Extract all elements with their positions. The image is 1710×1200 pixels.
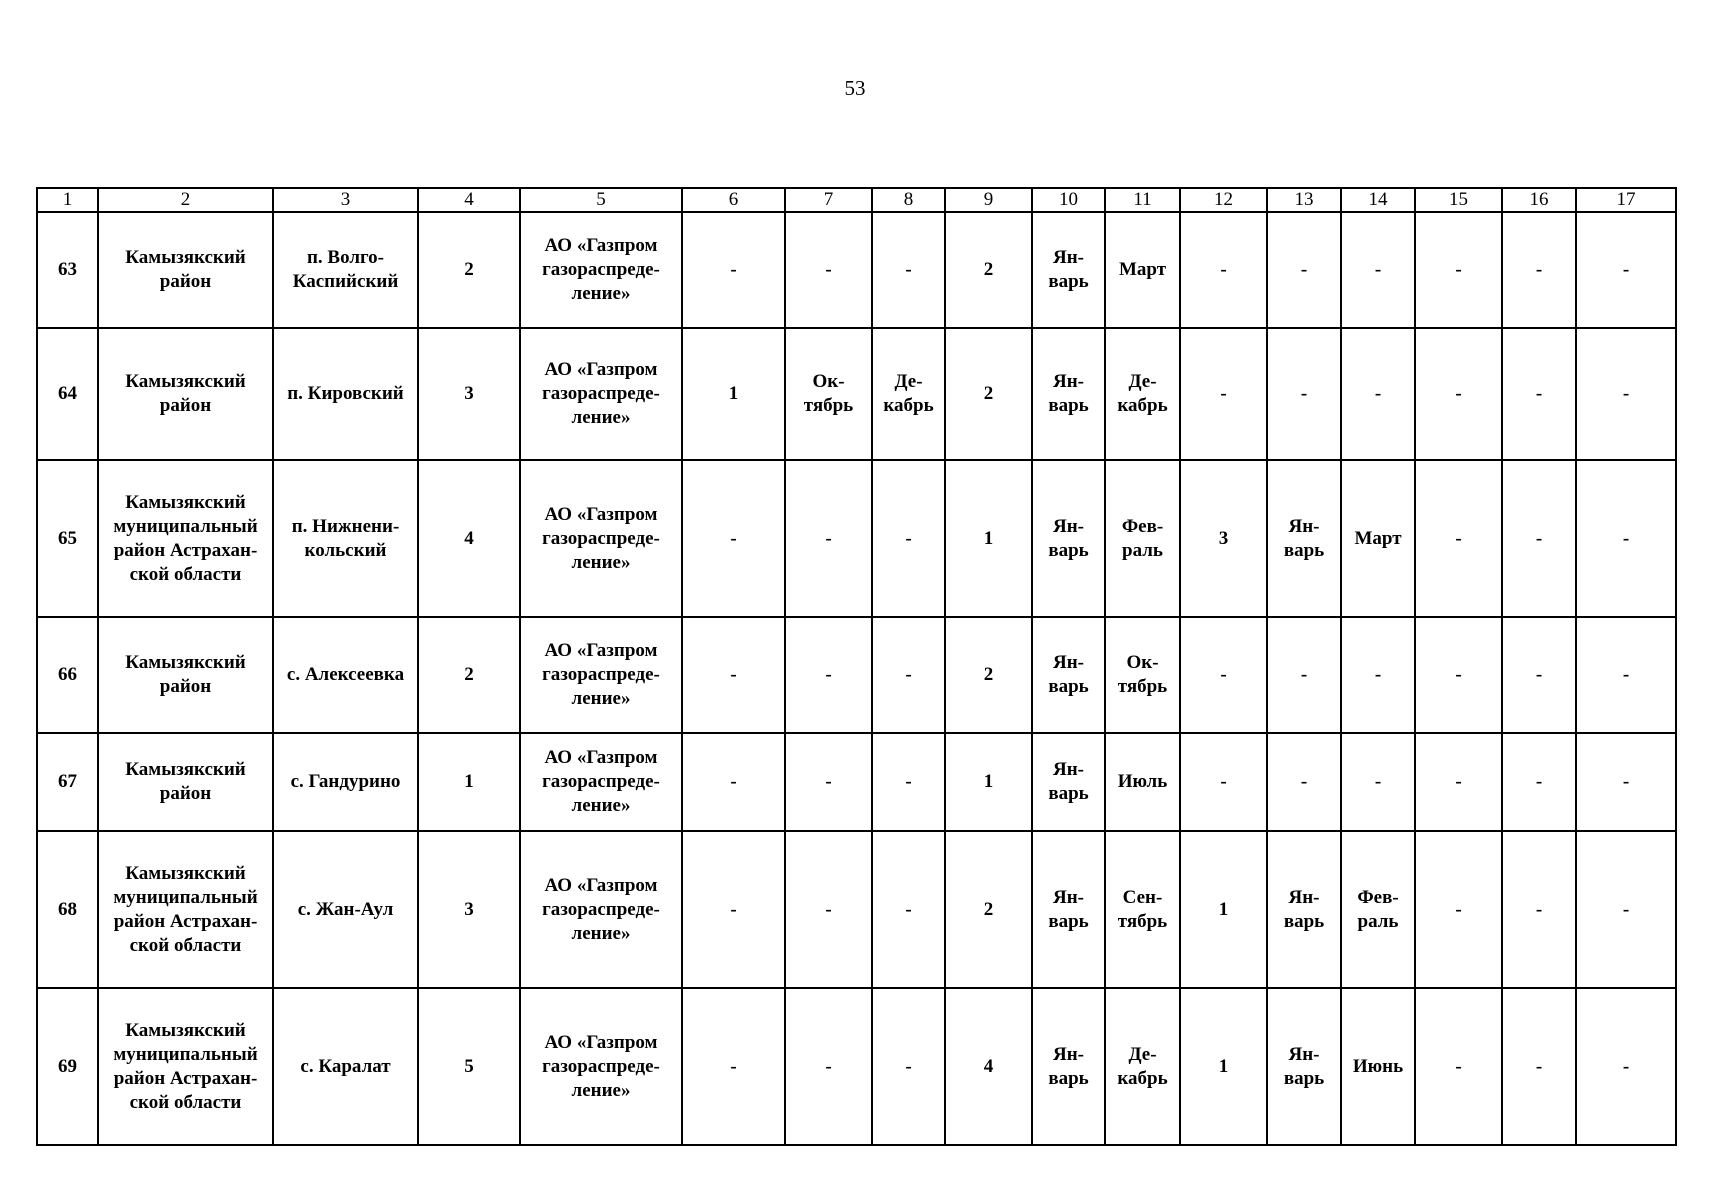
table-cell: Сен-тябрь bbox=[1105, 831, 1180, 988]
table-cell: 4 bbox=[418, 460, 520, 617]
table-cell: 2 bbox=[945, 328, 1032, 460]
column-header: 8 bbox=[872, 188, 945, 212]
table-cell: - bbox=[1576, 831, 1676, 988]
table-cell: Ян-варь bbox=[1032, 460, 1105, 617]
table-cell: Ян-варь bbox=[1267, 460, 1341, 617]
table-row bbox=[37, 212, 1676, 328]
table-cell: - bbox=[1576, 988, 1676, 1145]
table-cell: АО «Газпром газораспреде-ление» bbox=[520, 831, 682, 988]
table-cell: Ян-варь bbox=[1032, 831, 1105, 988]
table-cell: - bbox=[872, 733, 945, 831]
table-cell: 1 bbox=[682, 328, 785, 460]
table-cell: - bbox=[1415, 831, 1502, 988]
table-cell: Ян-варь bbox=[1267, 988, 1341, 1145]
table-cell: Ян-варь bbox=[1032, 328, 1105, 460]
table-cell: 68 bbox=[37, 831, 98, 988]
table-cell: АО «Газпром газораспреде-ление» bbox=[520, 733, 682, 831]
table-cell: Де-кабрь bbox=[1105, 988, 1180, 1145]
table-cell: 65 bbox=[37, 460, 98, 617]
table-cell: - bbox=[1341, 617, 1415, 733]
table-cell: Камызякский район bbox=[98, 733, 273, 831]
table-cell: - bbox=[1576, 617, 1676, 733]
table-cell: 3 bbox=[418, 831, 520, 988]
table-cell: Камызякский район bbox=[98, 617, 273, 733]
table-cell: АО «Газпром газораспреде-ление» bbox=[520, 460, 682, 617]
table-cell: - bbox=[1415, 460, 1502, 617]
table-cell: - bbox=[682, 733, 785, 831]
table-row bbox=[37, 328, 1676, 460]
table-cell: - bbox=[1267, 328, 1341, 460]
table-cell: 2 bbox=[945, 212, 1032, 328]
table-cell: 4 bbox=[945, 988, 1032, 1145]
table-cell: 63 bbox=[37, 212, 98, 328]
table-cell: - bbox=[1576, 212, 1676, 328]
table-cell: Ян-варь bbox=[1032, 988, 1105, 1145]
table-cell: 1 bbox=[945, 460, 1032, 617]
table-cell: - bbox=[1267, 733, 1341, 831]
table-cell: АО «Газпром газораспреде-ление» bbox=[520, 212, 682, 328]
table-cell: - bbox=[785, 831, 872, 988]
table-cell: Ок-тябрь bbox=[785, 328, 872, 460]
table-cell: - bbox=[785, 617, 872, 733]
table-cell: п. Нижнени-кольский bbox=[273, 460, 418, 617]
table-cell: п. Волго-Каспийский bbox=[273, 212, 418, 328]
table-cell: Март bbox=[1105, 212, 1180, 328]
table-cell: - bbox=[1502, 460, 1576, 617]
column-header: 10 bbox=[1032, 188, 1105, 212]
table-cell: Ян-варь bbox=[1032, 733, 1105, 831]
column-header: 16 bbox=[1502, 188, 1576, 212]
table-cell: АО «Газпром газораспреде-ление» bbox=[520, 328, 682, 460]
table-row bbox=[37, 460, 1676, 617]
column-header: 11 bbox=[1105, 188, 1180, 212]
table-cell: 2 bbox=[945, 831, 1032, 988]
table-cell: Камызякский муниципальный район Астрахан-ской области bbox=[98, 988, 273, 1145]
table-cell: - bbox=[1180, 212, 1267, 328]
gasification-plan-table bbox=[36, 187, 1677, 1146]
table-cell: - bbox=[1341, 328, 1415, 460]
table-cell: 1 bbox=[1180, 831, 1267, 988]
table-cell: Ян-варь bbox=[1032, 617, 1105, 733]
table-cell: 2 bbox=[945, 617, 1032, 733]
table-cell: - bbox=[1180, 733, 1267, 831]
column-header: 17 bbox=[1576, 188, 1676, 212]
table-cell: с. Алексеевка bbox=[273, 617, 418, 733]
table-cell: - bbox=[1576, 460, 1676, 617]
table-cell: - bbox=[1502, 617, 1576, 733]
column-header: 4 bbox=[418, 188, 520, 212]
table-cell: 2 bbox=[418, 212, 520, 328]
table-cell: - bbox=[1502, 988, 1576, 1145]
table-cell: 5 bbox=[418, 988, 520, 1145]
table-cell: - bbox=[1180, 617, 1267, 733]
table-row bbox=[37, 617, 1676, 733]
column-number-row bbox=[37, 188, 1676, 212]
table-cell: Камызякский район bbox=[98, 328, 273, 460]
table-cell: - bbox=[785, 460, 872, 617]
table-cell: 1 bbox=[418, 733, 520, 831]
table-cell: - bbox=[682, 831, 785, 988]
table-cell: - bbox=[872, 460, 945, 617]
table-cell: 64 bbox=[37, 328, 98, 460]
page-number: 53 bbox=[844, 76, 866, 100]
table-cell: - bbox=[785, 988, 872, 1145]
table-cell: 69 bbox=[37, 988, 98, 1145]
table-cell: - bbox=[1341, 212, 1415, 328]
table-cell: - bbox=[1415, 328, 1502, 460]
table-cell: Июль bbox=[1105, 733, 1180, 831]
table-cell: - bbox=[1415, 988, 1502, 1145]
column-header: 7 bbox=[785, 188, 872, 212]
table-cell: - bbox=[872, 831, 945, 988]
table-cell: - bbox=[682, 617, 785, 733]
table-cell: Де-кабрь bbox=[1105, 328, 1180, 460]
table-cell: - bbox=[872, 617, 945, 733]
table-cell: - bbox=[1576, 733, 1676, 831]
table-cell: Камызякский муниципальный район Астрахан-ской области bbox=[98, 460, 273, 617]
column-header: 9 bbox=[945, 188, 1032, 212]
table-cell: - bbox=[872, 988, 945, 1145]
table-cell: АО «Газпром газораспреде-ление» bbox=[520, 988, 682, 1145]
table-cell: Камызякский муниципальный район Астрахан-ской области bbox=[98, 831, 273, 988]
table-cell: - bbox=[1502, 831, 1576, 988]
table-cell: - bbox=[1415, 617, 1502, 733]
table-cell: - bbox=[1180, 328, 1267, 460]
table-cell: п. Кировский bbox=[273, 328, 418, 460]
table-cell: - bbox=[1502, 328, 1576, 460]
column-header: 13 bbox=[1267, 188, 1341, 212]
table-cell: с. Жан-Аул bbox=[273, 831, 418, 988]
table-cell: - bbox=[682, 988, 785, 1145]
table-cell: с. Гандурино bbox=[273, 733, 418, 831]
column-header: 3 bbox=[273, 188, 418, 212]
table-cell: 67 bbox=[37, 733, 98, 831]
column-header: 5 bbox=[520, 188, 682, 212]
column-header: 6 bbox=[682, 188, 785, 212]
table-cell: АО «Газпром газораспреде-ление» bbox=[520, 617, 682, 733]
table-cell: 2 bbox=[418, 617, 520, 733]
table-cell: Июнь bbox=[1341, 988, 1415, 1145]
column-header: 12 bbox=[1180, 188, 1267, 212]
table-cell: - bbox=[785, 733, 872, 831]
table-cell: - bbox=[682, 460, 785, 617]
table-cell: 3 bbox=[418, 328, 520, 460]
table-cell: 1 bbox=[945, 733, 1032, 831]
table-cell: Ян-варь bbox=[1032, 212, 1105, 328]
column-header: 1 bbox=[37, 188, 98, 212]
column-header: 14 bbox=[1341, 188, 1415, 212]
table-cell: Ян-варь bbox=[1267, 831, 1341, 988]
table-row bbox=[37, 733, 1676, 831]
column-header: 2 bbox=[98, 188, 273, 212]
table-cell: Де-кабрь bbox=[872, 328, 945, 460]
table-cell: Ок-тябрь bbox=[1105, 617, 1180, 733]
table-cell: - bbox=[1502, 733, 1576, 831]
table-cell: Фев-раль bbox=[1341, 831, 1415, 988]
table-cell: - bbox=[1502, 212, 1576, 328]
table-cell: - bbox=[1415, 212, 1502, 328]
table-cell: - bbox=[1267, 212, 1341, 328]
table-cell: 66 bbox=[37, 617, 98, 733]
table-cell: с. Каралат bbox=[273, 988, 418, 1145]
table-cell: Камызякский район bbox=[98, 212, 273, 328]
table-cell: Март bbox=[1341, 460, 1415, 617]
table-cell: - bbox=[682, 212, 785, 328]
table-cell: - bbox=[872, 212, 945, 328]
table-row bbox=[37, 831, 1676, 988]
table-cell: 3 bbox=[1180, 460, 1267, 617]
table-cell: 1 bbox=[1180, 988, 1267, 1145]
table-cell: - bbox=[1267, 617, 1341, 733]
column-header: 15 bbox=[1415, 188, 1502, 212]
table-cell: Фев-раль bbox=[1105, 460, 1180, 617]
table-row bbox=[37, 988, 1676, 1145]
table-cell: - bbox=[1415, 733, 1502, 831]
table-cell: - bbox=[1576, 328, 1676, 460]
table-cell: - bbox=[785, 212, 872, 328]
table-cell: - bbox=[1341, 733, 1415, 831]
